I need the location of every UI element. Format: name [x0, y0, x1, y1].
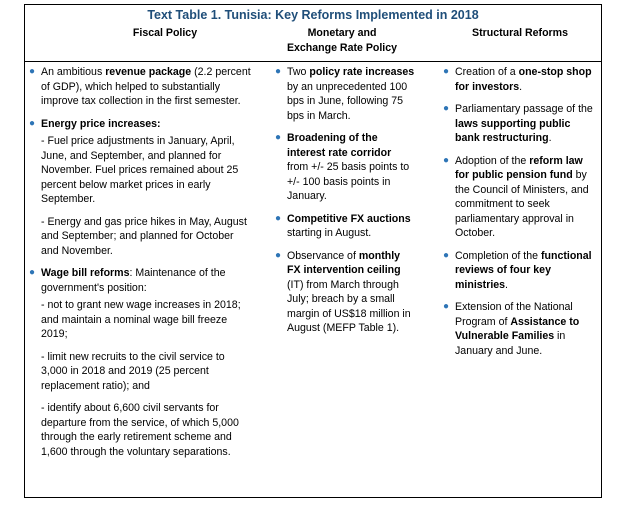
- sub-item: - identify about 6,600 civil servants for departure from the service, of which 5,000 through the early retirement scheme and 1,600 through the voluntary separations.: [41, 402, 239, 458]
- list-item: ● Completion of the functional reviews of four key ministries.: [443, 249, 592, 291]
- list-item: ● Adoption of the reform law for public pension fund by the Council of Ministers, and commitment to seek parliamentary approval in October.: [443, 154, 589, 239]
- sub-item: - limit new recruits to the civil service to 3,000 in 2018 and 2019 (25 percent replacement ratio); and: [41, 350, 225, 392]
- sub-item: - not to grant new wage increases in 2018; and maintain a nominal wage bill freeze 2019;: [41, 299, 241, 340]
- bullet-icon: ●: [443, 66, 450, 77]
- bullet-icon: ●: [443, 154, 450, 166]
- list-item: ● Broadening of the interest rate corridor from +/- 25 basis points to +/- 100 basis points in January.: [275, 132, 410, 202]
- reforms-table: [24, 4, 602, 498]
- bullet-icon: ●: [443, 249, 450, 261]
- list-item: ● Two policy rate increases by an unprecedented 100 bps in June, following 75 bps in March.: [275, 66, 415, 122]
- list-item: ● Parliamentary passage of the laws supporting public bank restructuring.: [443, 103, 593, 144]
- bullet-icon: ●: [29, 267, 36, 278]
- header-fiscal: Fiscal Policy: [132, 27, 198, 39]
- structural-column: [443, 65, 593, 366]
- bullet-icon: ●: [29, 117, 36, 129]
- sub-item: - Fuel price adjustments in January, April, June, and September, and planned for November. Fuel prices remained about 25 percent below market prices in early September.: [41, 135, 239, 205]
- sub-item: - Energy and gas price hikes in May, August and September; and planned for October and November.: [41, 215, 247, 257]
- header-monetary: Monetary and Exchange Rate Policy: [286, 27, 398, 54]
- list-item: ● Competitive FX auctions starting in August.: [275, 212, 411, 239]
- bullet-icon: ●: [275, 249, 282, 261]
- monetary-column: [275, 65, 415, 344]
- bullet-icon: ●: [29, 66, 36, 77]
- list-item: ● Energy price increases:: [29, 117, 161, 130]
- header-structural: Structural Reforms: [472, 27, 568, 39]
- bullet-icon: ●: [275, 66, 282, 77]
- header-divider: [25, 61, 601, 62]
- fiscal-column: [29, 65, 251, 467]
- bullet-icon: ●: [275, 212, 282, 224]
- bullet-icon: ●: [275, 132, 282, 143]
- bullet-icon: ●: [443, 103, 450, 114]
- list-item: ● Observance of monthly FX intervention ceiling (IT) from March through July; breach by a small margin of US$18 million in August (MEFP Table 1).: [275, 249, 411, 334]
- list-item: ● Creation of a one-stop shop for investors.: [443, 66, 592, 93]
- list-item: ● An ambitious revenue package (2.2 percent of GDP), which helped to substantially improve tax collection in the first semester.: [29, 66, 251, 107]
- table-title: Text Table 1. Tunisia: Key Reforms Implemented in 2018: [147, 8, 479, 22]
- list-item: ● Extension of the National Program of Assistance to Vulnerable Families in January and June.: [443, 301, 580, 357]
- bullet-icon: ●: [443, 301, 450, 312]
- list-item: ● Wage bill reforms: Maintenance of the government's position:: [29, 267, 226, 294]
